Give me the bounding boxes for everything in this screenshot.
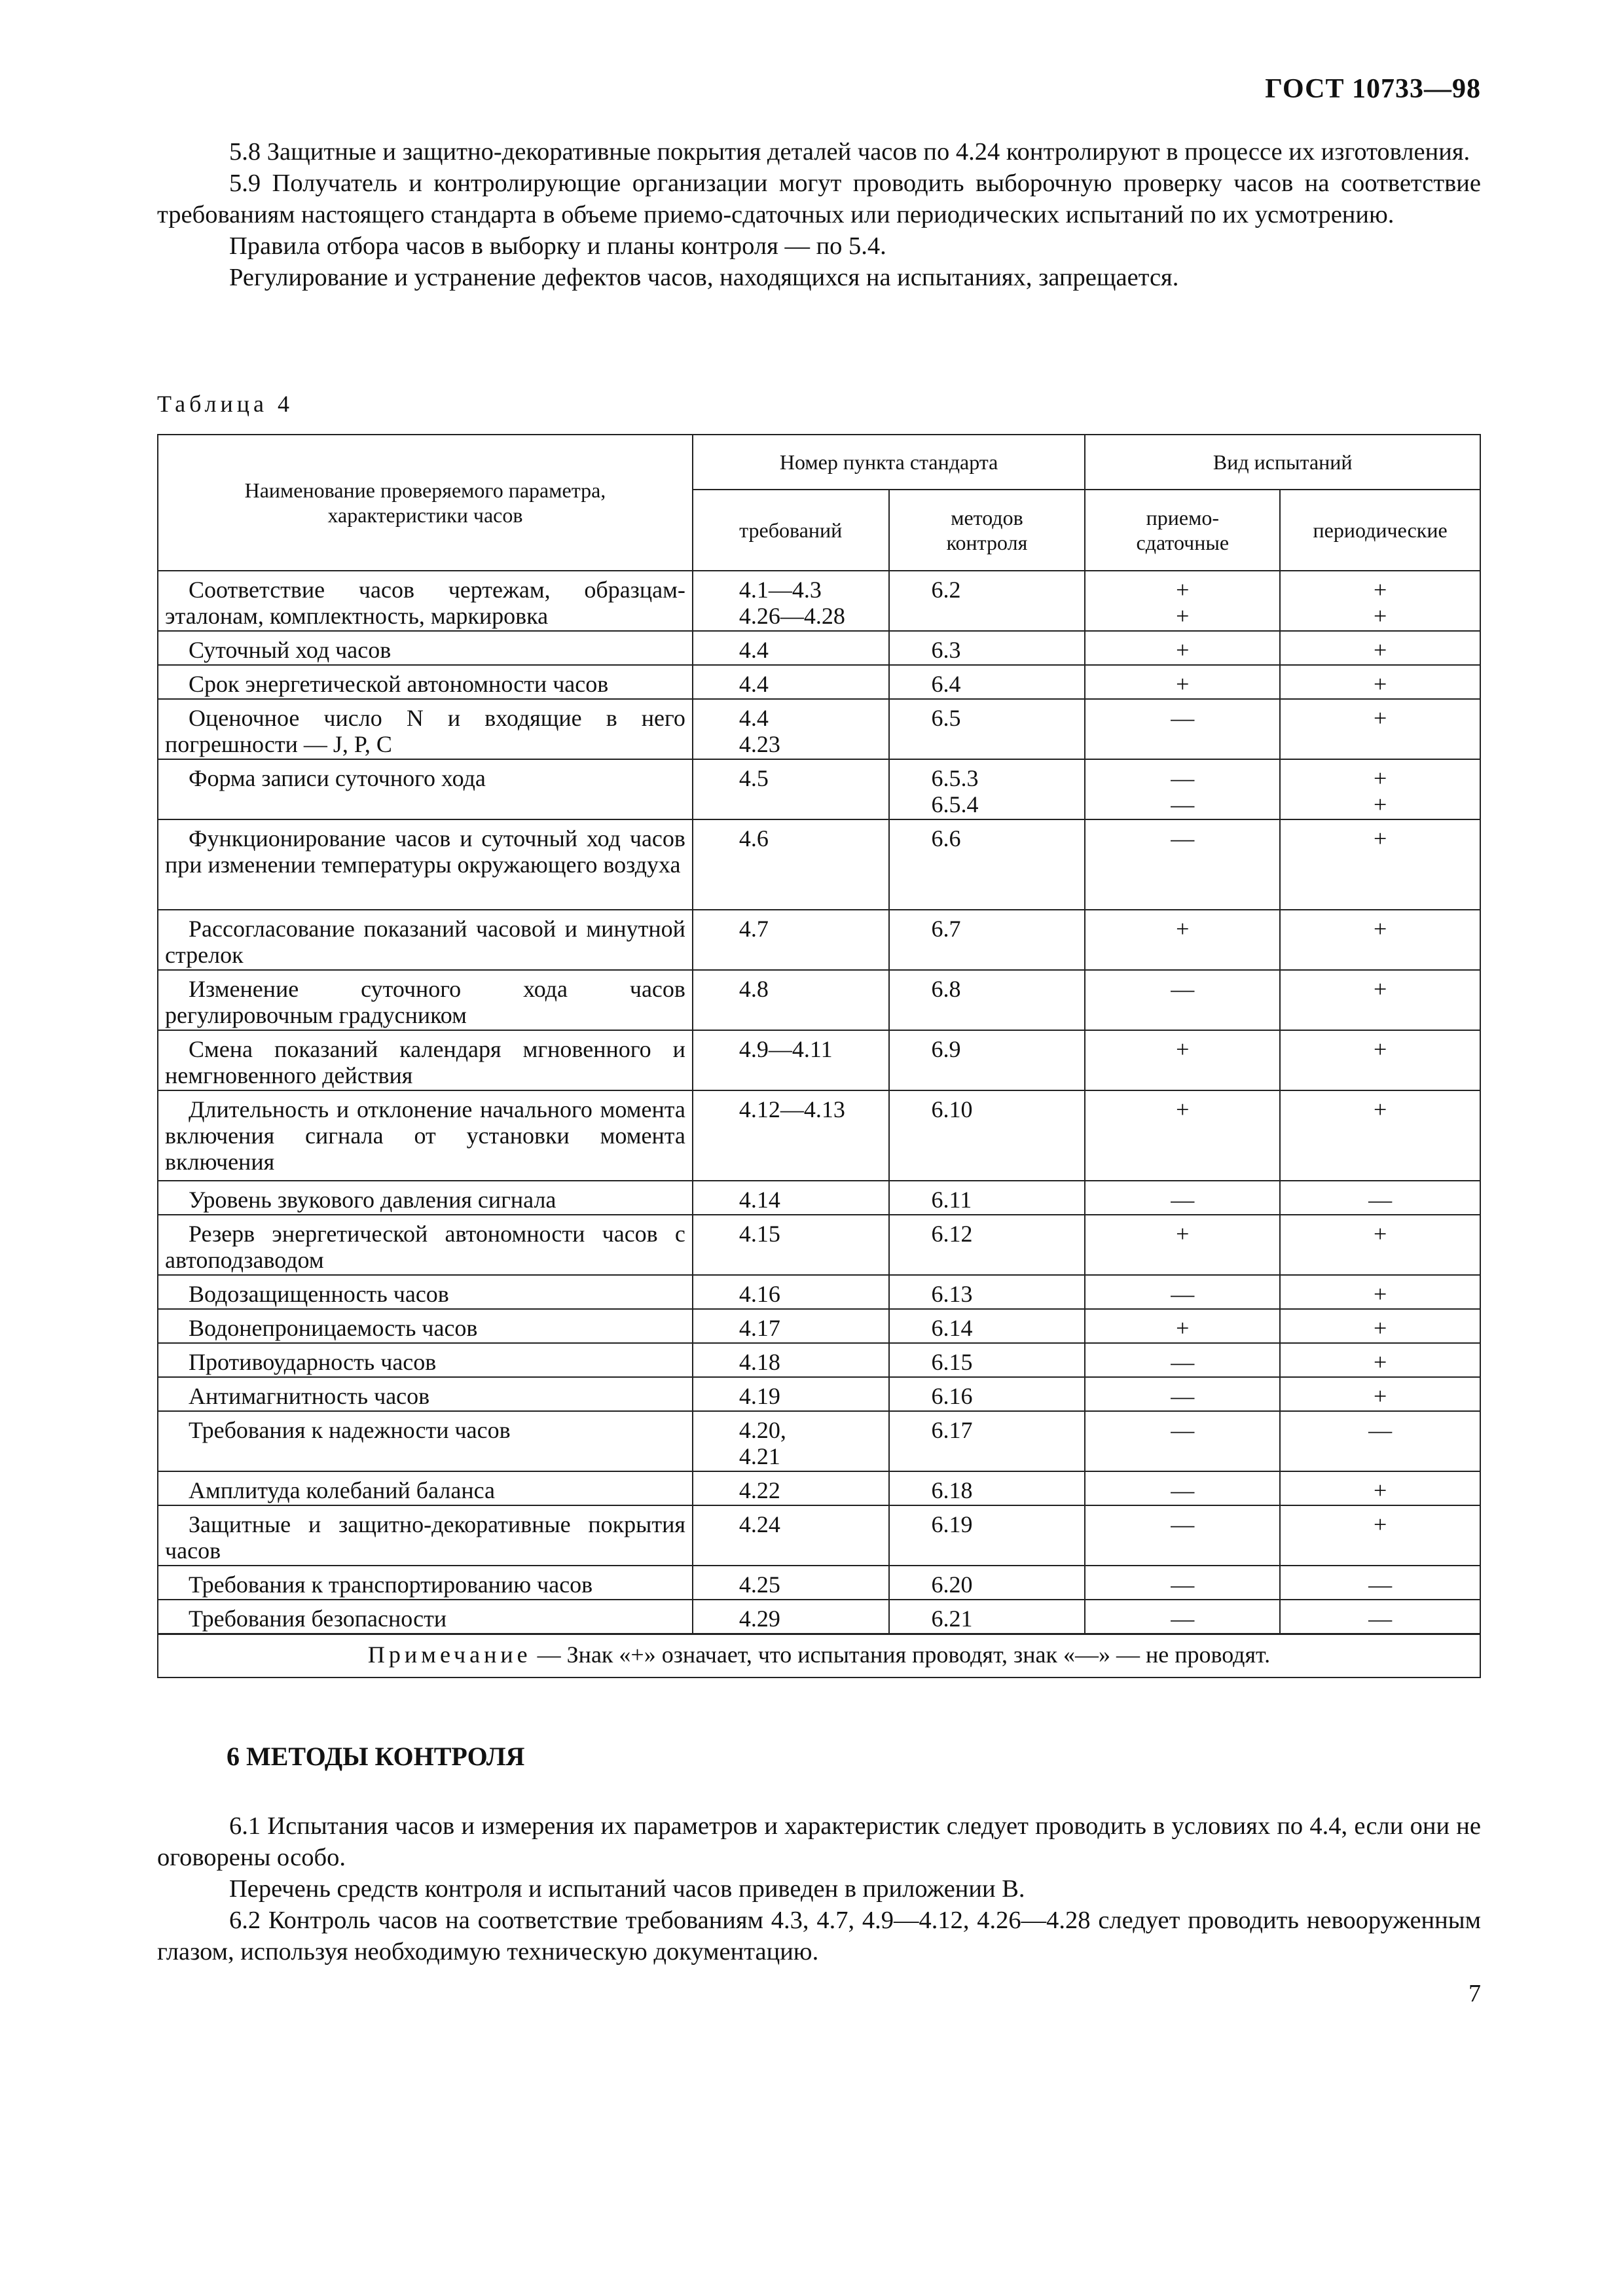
param-name-cell <box>158 1309 693 1343</box>
table-body <box>158 571 1480 1634</box>
param-name: Антимагнитность часов <box>189 1383 430 1409</box>
header-acceptance: приемо-сдаточные <box>1085 490 1280 571</box>
method-clause: 6.5.4 <box>931 791 979 817</box>
periodic-mark: + <box>1373 916 1387 942</box>
table-row <box>158 1181 1480 1215</box>
table-row <box>158 970 1480 1030</box>
acceptance-mark-cell <box>1085 970 1280 1030</box>
requirement-clause: 4.16 <box>739 1281 780 1307</box>
method-clause-cell <box>889 1377 1085 1411</box>
periodic-mark-cell <box>1280 1275 1480 1309</box>
requirement-clause-cell <box>693 1505 889 1566</box>
param-name: Форма записи суточного хода <box>189 765 486 791</box>
periodic-mark-cell <box>1280 1030 1480 1090</box>
periodic-mark-cell <box>1280 665 1480 699</box>
requirement-clause: 4.18 <box>739 1349 780 1375</box>
periodic-mark: + <box>1373 671 1387 697</box>
periodic-mark-cell <box>1280 1377 1480 1411</box>
acceptance-mark: + <box>1176 671 1190 697</box>
section-title: 6 МЕТОДЫ КОНТРОЛЯ <box>227 1742 525 1771</box>
param-name: Требования безопасности <box>189 1605 447 1632</box>
requirement-clause: 4.4 <box>739 705 769 731</box>
param-name: Срок энергетической автономности часов <box>189 671 609 697</box>
acceptance-mark: — <box>1171 1511 1195 1537</box>
acceptance-mark: — <box>1171 1605 1195 1632</box>
table-row <box>158 1411 1480 1471</box>
method-clause-cell <box>889 631 1085 665</box>
requirement-clause: 4.5 <box>739 765 769 791</box>
requirement-clause-cell <box>693 1471 889 1505</box>
table-row <box>158 631 1480 665</box>
requirement-clause: 4.7 <box>739 916 769 942</box>
note-lead: Примечание <box>367 1641 532 1668</box>
periodic-mark-cell <box>1280 910 1480 970</box>
periodic-mark: + <box>1373 637 1387 663</box>
header-clause-group: Номер пункта стандарта <box>693 435 1085 490</box>
periodic-mark-cell <box>1280 759 1480 819</box>
table-row <box>158 1215 1480 1275</box>
method-clause: 6.6 <box>931 825 961 852</box>
acceptance-mark-cell <box>1085 665 1280 699</box>
acceptance-mark: + <box>1176 1096 1190 1122</box>
requirement-clause: 4.23 <box>739 731 780 757</box>
periodic-mark: — <box>1368 1571 1393 1598</box>
table-row <box>158 665 1480 699</box>
acceptance-mark-cell <box>1085 1309 1280 1343</box>
param-name-cell <box>158 1600 693 1634</box>
requirement-clause: 4.29 <box>739 1605 780 1632</box>
requirement-clause-cell <box>693 819 889 910</box>
acceptance-mark-cell <box>1085 1566 1280 1600</box>
periodic-mark: + <box>1373 577 1387 603</box>
periodic-mark: + <box>1373 705 1387 731</box>
method-clause: 6.5 <box>931 705 961 731</box>
requirement-clause: 4.1—4.3 <box>739 577 822 603</box>
acceptance-mark: — <box>1171 1281 1195 1307</box>
periodic-mark: + <box>1373 765 1387 791</box>
param-name: Резерв энергетической автономности часов с автоподзаводом <box>165 1221 685 1273</box>
header-periodic: периодические <box>1280 490 1480 571</box>
param-name: Смена показаний календаря мгновенного и немгновенного действия <box>165 1036 685 1088</box>
requirement-clause: 4.20, <box>739 1417 786 1443</box>
requirement-clause-cell <box>693 1600 889 1634</box>
method-clause-cell <box>889 1471 1085 1505</box>
acceptance-mark: — <box>1171 791 1195 817</box>
method-clause-cell <box>889 699 1085 759</box>
method-clause-cell <box>889 1090 1085 1181</box>
acceptance-mark-cell <box>1085 1275 1280 1309</box>
method-clause: 6.19 <box>931 1511 973 1537</box>
acceptance-mark-cell <box>1085 1181 1280 1215</box>
table-row <box>158 1471 1480 1505</box>
requirement-clause: 4.6 <box>739 825 769 852</box>
method-clause-cell <box>889 910 1085 970</box>
method-clause: 6.5.3 <box>931 765 979 791</box>
requirement-clause: 4.14 <box>739 1187 780 1213</box>
note-text: — Знак «+» означает, что испытания проводят, знак «—» — не проводят. <box>531 1641 1271 1668</box>
acceptance-mark: — <box>1171 976 1195 1002</box>
method-clause: 6.2 <box>931 577 961 603</box>
acceptance-mark: + <box>1176 916 1190 942</box>
acceptance-mark-cell <box>1085 1215 1280 1275</box>
periodic-mark: + <box>1373 976 1387 1002</box>
requirement-clause-cell <box>693 1275 889 1309</box>
param-name-cell <box>158 759 693 819</box>
acceptance-mark-cell <box>1085 910 1280 970</box>
periodic-mark-cell <box>1280 1215 1480 1275</box>
periodic-mark-cell <box>1280 1566 1480 1600</box>
requirement-clause-cell <box>693 970 889 1030</box>
periodic-mark-cell <box>1280 819 1480 910</box>
periodic-mark: — <box>1368 1187 1393 1213</box>
method-clause: 6.3 <box>931 637 961 663</box>
table-4 <box>157 434 1481 1678</box>
acceptance-mark: — <box>1171 1187 1195 1213</box>
requirement-clause: 4.8 <box>739 976 769 1002</box>
table-row <box>158 1343 1480 1377</box>
method-clause: 6.12 <box>931 1221 973 1247</box>
param-name: Соответствие часов чертежам, образцам-эталонам, комплектность, маркировка <box>165 577 685 629</box>
periodic-mark: — <box>1368 1417 1393 1443</box>
requirement-clause-cell <box>693 1343 889 1377</box>
method-clause: 6.4 <box>931 671 961 697</box>
param-name: Противоударность часов <box>189 1349 437 1375</box>
acceptance-mark-cell <box>1085 819 1280 910</box>
table-row <box>158 759 1480 819</box>
requirement-clause-cell <box>693 1309 889 1343</box>
method-clause-cell <box>889 1275 1085 1309</box>
periodic-mark-cell <box>1280 1181 1480 1215</box>
acceptance-mark-cell <box>1085 571 1280 631</box>
table-row <box>158 1090 1480 1181</box>
method-clause: 6.7 <box>931 916 961 942</box>
paragraph-regulation: Регулирование и устранение дефектов часов, находящихся на испытаниях, запрещается. <box>229 264 1179 291</box>
param-name: Требования к надежности часов <box>189 1417 511 1443</box>
table-row <box>158 1377 1480 1411</box>
method-clause-cell <box>889 1505 1085 1566</box>
method-clause: 6.14 <box>931 1315 973 1341</box>
method-clause: 6.20 <box>931 1571 973 1598</box>
param-name-cell <box>158 571 693 631</box>
paragraph-means-list: Перечень средств контроля и испытаний часов приведен в приложении В. <box>229 1875 1025 1903</box>
method-clause-cell <box>889 819 1085 910</box>
requirement-clause: 4.26—4.28 <box>739 603 845 629</box>
acceptance-mark: — <box>1171 1383 1195 1409</box>
requirement-clause: 4.17 <box>739 1315 780 1341</box>
param-name-cell <box>158 1505 693 1566</box>
table-caption: Таблица 4 <box>157 391 293 417</box>
param-name-cell <box>158 819 693 910</box>
top-paragraphs <box>157 136 1481 293</box>
periodic-mark: + <box>1373 1477 1387 1503</box>
param-name: Рассогласование показаний часовой и минутной стрелок <box>165 916 685 968</box>
requirement-clause-cell <box>693 759 889 819</box>
acceptance-mark-cell <box>1085 1471 1280 1505</box>
requirement-clause: 4.4 <box>739 637 769 663</box>
periodic-mark-cell <box>1280 1090 1480 1181</box>
periodic-mark: + <box>1373 791 1387 817</box>
periodic-mark: + <box>1373 603 1387 629</box>
requirement-clause-cell <box>693 665 889 699</box>
requirement-clause-cell <box>693 1566 889 1600</box>
param-name-cell <box>158 1030 693 1090</box>
periodic-mark-cell <box>1280 1309 1480 1343</box>
paragraph-5-9: 5.9 Получатель и контролирующие организации могут проводить выборочную проверку часов на соответствие требованиям настоящего стандарта в объеме приемо-сдаточных или периодических испытаний по их усмотрению. <box>157 170 1481 228</box>
requirement-clause-cell <box>693 571 889 631</box>
method-clause-cell <box>889 970 1085 1030</box>
acceptance-mark: — <box>1171 1477 1195 1503</box>
table-row <box>158 1309 1480 1343</box>
table-row <box>158 910 1480 970</box>
param-name-cell <box>158 970 693 1030</box>
param-name-cell <box>158 1566 693 1600</box>
requirement-clause: 4.9—4.11 <box>739 1036 833 1062</box>
acceptance-mark-cell <box>1085 1343 1280 1377</box>
param-name-cell <box>158 1343 693 1377</box>
param-name: Изменение суточного хода часов регулировочным градусником <box>165 976 685 1028</box>
requirement-clause-cell <box>693 1377 889 1411</box>
table-row <box>158 699 1480 759</box>
periodic-mark: + <box>1373 1221 1387 1247</box>
acceptance-mark: — <box>1171 765 1195 791</box>
requirement-clause: 4.15 <box>739 1221 780 1247</box>
acceptance-mark-cell <box>1085 699 1280 759</box>
param-name-cell <box>158 1377 693 1411</box>
param-name: Требования к транспортированию часов <box>189 1571 593 1598</box>
periodic-mark-cell <box>1280 1600 1480 1634</box>
param-name-cell <box>158 1181 693 1215</box>
requirement-clause: 4.21 <box>739 1443 780 1469</box>
acceptance-mark: + <box>1176 1036 1190 1062</box>
param-name: Длительность и отклонение начального момента включения сигнала от установки момента включения <box>165 1096 685 1175</box>
acceptance-mark: — <box>1171 705 1195 731</box>
requirement-clause: 4.25 <box>739 1571 780 1598</box>
periodic-mark: + <box>1373 1315 1387 1341</box>
periodic-mark: + <box>1373 1096 1387 1122</box>
method-clause: 6.17 <box>931 1417 973 1443</box>
periodic-mark: + <box>1373 1383 1387 1409</box>
param-name: Водонепроницаемость часов <box>189 1315 478 1341</box>
acceptance-mark: + <box>1176 637 1190 663</box>
method-clause: 6.16 <box>931 1383 973 1409</box>
header-param: Наименование проверяемого параметра, характеристики часов <box>158 435 693 571</box>
periodic-mark-cell <box>1280 1471 1480 1505</box>
acceptance-mark: — <box>1171 825 1195 852</box>
requirement-clause: 4.19 <box>739 1383 780 1409</box>
method-clause: 6.10 <box>931 1096 973 1122</box>
paragraph-5-8: 5.8 Защитные и защитно-декоративные покрытия деталей часов по 4.24 контролируют в процессе их изготовления. <box>229 138 1470 166</box>
param-name: Защитные и защитно-декоративные покрытия часов <box>165 1511 685 1564</box>
requirement-clause-cell <box>693 631 889 665</box>
requirement-clause-cell <box>693 1181 889 1215</box>
paragraph-6-1: 6.1 Испытания часов и измерения их параметров и характеристик следует проводить в условиях по 4.4, если они не оговорены особо. <box>157 1812 1481 1871</box>
acceptance-mark: — <box>1171 1571 1195 1598</box>
standard-code: ГОСТ 10733—98 <box>1265 74 1481 104</box>
param-name: Водозащищенность часов <box>189 1281 449 1307</box>
method-clause-cell <box>889 1411 1085 1471</box>
bottom-paragraphs <box>157 1810 1481 1967</box>
param-name-cell <box>158 631 693 665</box>
header-methods: методов контроля <box>889 490 1085 571</box>
acceptance-mark-cell <box>1085 1090 1280 1181</box>
method-clause-cell <box>889 1181 1085 1215</box>
method-clause: 6.15 <box>931 1349 973 1375</box>
requirement-clause-cell <box>693 699 889 759</box>
page-number: 7 <box>1468 1980 1481 2007</box>
param-name: Оценочное число N и входящие в него погрешности — J, P, C <box>165 705 685 757</box>
acceptance-mark-cell <box>1085 1600 1280 1634</box>
acceptance-mark-cell <box>1085 631 1280 665</box>
periodic-mark-cell <box>1280 571 1480 631</box>
acceptance-mark-cell <box>1085 1377 1280 1411</box>
requirement-clause-cell <box>693 910 889 970</box>
param-name-cell <box>158 1275 693 1309</box>
method-clause-cell <box>889 1030 1085 1090</box>
header-requirements: требований <box>693 490 889 571</box>
table-row <box>158 1030 1480 1090</box>
method-clause-cell <box>889 1600 1085 1634</box>
acceptance-mark-cell <box>1085 1411 1280 1471</box>
param-name: Функционирование часов и суточный ход часов при изменении температуры окружающего воздуха <box>165 825 685 878</box>
requirement-clause: 4.12—4.13 <box>739 1096 845 1122</box>
periodic-mark-cell <box>1280 699 1480 759</box>
method-clause-cell <box>889 759 1085 819</box>
periodic-mark: + <box>1373 825 1387 852</box>
method-clause: 6.18 <box>931 1477 973 1503</box>
requirement-clause: 4.24 <box>739 1511 780 1537</box>
param-name: Суточный ход часов <box>189 637 392 663</box>
acceptance-mark-cell <box>1085 759 1280 819</box>
periodic-mark: + <box>1373 1036 1387 1062</box>
acceptance-mark-cell <box>1085 1505 1280 1566</box>
table-row <box>158 1505 1480 1566</box>
acceptance-mark-cell <box>1085 1030 1280 1090</box>
periodic-mark-cell <box>1280 1505 1480 1566</box>
acceptance-mark: + <box>1176 603 1190 629</box>
table-row <box>158 571 1480 631</box>
periodic-mark-cell <box>1280 1343 1480 1377</box>
requirement-clause-cell <box>693 1411 889 1471</box>
periodic-mark: — <box>1368 1605 1393 1632</box>
method-clause: 6.9 <box>931 1036 961 1062</box>
method-clause: 6.13 <box>931 1281 973 1307</box>
method-clause-cell <box>889 1343 1085 1377</box>
periodic-mark-cell <box>1280 970 1480 1030</box>
requirement-clause-cell <box>693 1030 889 1090</box>
table-row <box>158 819 1480 910</box>
param-name-cell <box>158 1411 693 1471</box>
table-note <box>158 1634 1480 1678</box>
periodic-mark: + <box>1373 1349 1387 1375</box>
table-row <box>158 1600 1480 1634</box>
requirement-clause: 4.22 <box>739 1477 780 1503</box>
method-clause: 6.21 <box>931 1605 973 1632</box>
param-name: Уровень звукового давления сигнала <box>189 1187 556 1213</box>
param-name-cell <box>158 1090 693 1181</box>
param-name-cell <box>158 1215 693 1275</box>
acceptance-mark: — <box>1171 1417 1195 1443</box>
paragraph-sampling-rules: Правила отбора часов в выборку и планы контроля — по 5.4. <box>229 232 886 260</box>
requirement-clause-cell <box>693 1090 889 1181</box>
param-name-cell <box>158 699 693 759</box>
periodic-mark: + <box>1373 1511 1387 1537</box>
periodic-mark: + <box>1373 1281 1387 1307</box>
table-row <box>158 1566 1480 1600</box>
periodic-mark-cell <box>1280 631 1480 665</box>
table-row <box>158 1275 1480 1309</box>
param-name-cell <box>158 1471 693 1505</box>
requirement-clause: 4.4 <box>739 671 769 697</box>
param-name: Амплитуда колебаний баланса <box>189 1477 495 1503</box>
method-clause-cell <box>889 1215 1085 1275</box>
method-clause-cell <box>889 571 1085 631</box>
param-name-cell <box>158 910 693 970</box>
paragraph-6-2: 6.2 Контроль часов на соответствие требованиям 4.3, 4.7, 4.9—4.12, 4.26—4.28 следует проводить невооруженным глазом, используя необходимую техническую документацию. <box>157 1907 1481 1965</box>
method-clause-cell <box>889 665 1085 699</box>
acceptance-mark: + <box>1176 1315 1190 1341</box>
method-clause: 6.11 <box>931 1187 972 1213</box>
method-clause: 6.8 <box>931 976 961 1002</box>
header-test-group: Вид испытаний <box>1085 435 1480 490</box>
periodic-mark-cell <box>1280 1411 1480 1471</box>
method-clause-cell <box>889 1309 1085 1343</box>
method-clause-cell <box>889 1566 1085 1600</box>
acceptance-mark: — <box>1171 1349 1195 1375</box>
acceptance-mark: + <box>1176 1221 1190 1247</box>
param-name-cell <box>158 665 693 699</box>
requirement-clause-cell <box>693 1215 889 1275</box>
acceptance-mark: + <box>1176 577 1190 603</box>
